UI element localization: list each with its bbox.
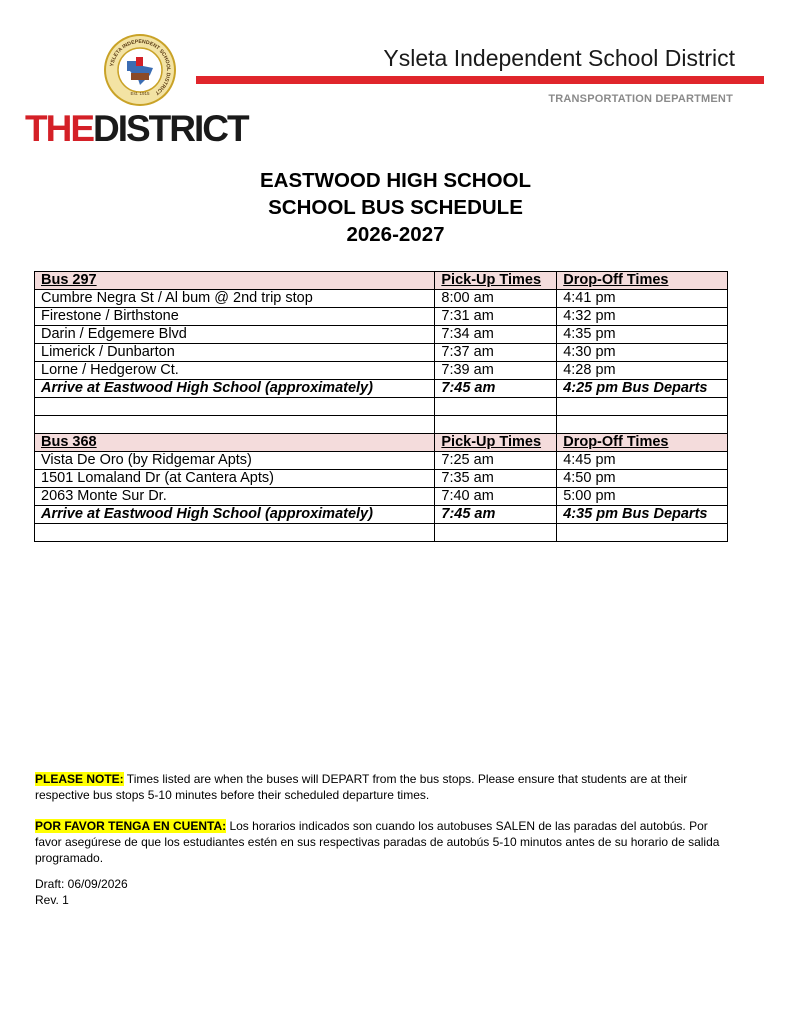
logo-district: DISTRICT <box>93 108 248 149</box>
district-seal-logo <box>103 33 177 107</box>
table-row <box>35 290 728 308</box>
arrival-label: Arrive at Eastwood High School (approximately) <box>35 380 435 398</box>
empty-row <box>35 524 728 542</box>
the-district-logo <box>25 110 248 147</box>
header-red-bar <box>196 76 764 84</box>
table-row <box>35 362 728 380</box>
title-schedule: SCHOOL BUS SCHEDULE <box>268 196 523 219</box>
table-row <box>35 344 728 362</box>
table-row <box>35 452 728 470</box>
seal-est: Est. 1915 <box>130 91 150 96</box>
stop-cell: Cumbre Negra St / Al bum @ 2nd trip stop <box>35 290 435 308</box>
stop-cell: Vista De Oro (by Ridgemar Apts) <box>35 452 435 470</box>
dropoff-header: Drop-Off Times <box>557 272 728 290</box>
arrival-label: Arrive at Eastwood High School (approximately) <box>35 506 435 524</box>
english-note-label: PLEASE NOTE: <box>35 772 124 786</box>
table-row <box>35 326 728 344</box>
empty-row <box>35 398 728 416</box>
title-school: EASTWOOD HIGH SCHOOL <box>259 169 532 192</box>
dropoff-cell: 5:00 pm <box>557 488 728 506</box>
bus-schedule-table <box>34 271 728 542</box>
spanish-note <box>35 818 735 866</box>
pickup-header: Pick-Up Times <box>435 434 557 452</box>
spanish-note-label: POR FAVOR TENGA EN CUENTA: <box>35 819 227 833</box>
title-year: 2026-2027 <box>346 223 445 246</box>
stop-cell: Firestone / Birthstone <box>35 308 435 326</box>
dropoff-cell: 4:30 pm <box>557 344 728 362</box>
pickup-cell: 7:25 am <box>435 452 557 470</box>
dropoff-cell: 4:45 pm <box>557 452 728 470</box>
empty-row <box>35 416 728 434</box>
english-note <box>35 771 735 803</box>
table-header-row <box>35 272 728 290</box>
stop-cell: 1501 Lomaland Dr (at Cantera Apts) <box>35 470 435 488</box>
table-row <box>35 488 728 506</box>
stop-cell: Limerick / Dunbarton <box>35 344 435 362</box>
pickup-cell: 7:37 am <box>435 344 557 362</box>
stop-cell: Darin / Edgemere Blvd <box>35 326 435 344</box>
table-row <box>35 308 728 326</box>
arrival-pickup: 7:45 am <box>435 380 557 398</box>
bus-number-header: Bus 368 <box>35 434 435 452</box>
seal-text: YSLETA INDEPENDENT SCHOOL DISTRICT <box>109 38 172 96</box>
arrival-row <box>35 380 728 398</box>
arrival-pickup: 7:45 am <box>435 506 557 524</box>
pickup-cell: 7:34 am <box>435 326 557 344</box>
pickup-cell: 7:40 am <box>435 488 557 506</box>
arrival-dropoff: 4:25 pm Bus Departs <box>557 380 728 398</box>
arrival-row <box>35 506 728 524</box>
table-header-row <box>35 434 728 452</box>
dropoff-cell: 4:28 pm <box>557 362 728 380</box>
notes-section <box>35 771 735 881</box>
table-row <box>35 470 728 488</box>
pickup-cell: 8:00 am <box>435 290 557 308</box>
pickup-cell: 7:31 am <box>435 308 557 326</box>
arrival-dropoff: 4:35 pm Bus Departs <box>557 506 728 524</box>
dropoff-cell: 4:35 pm <box>557 326 728 344</box>
pickup-cell: 7:39 am <box>435 362 557 380</box>
stop-cell: 2063 Monte Sur Dr. <box>35 488 435 506</box>
pickup-cell: 7:35 am <box>435 470 557 488</box>
department-name: TRANSPORTATION DEPARTMENT <box>548 93 733 105</box>
spanish-note-text: Los horarios indicados son cuando los autobuses SALEN de las paradas del autobús. Por favor asegúrese de que los estudiantes estén en sus respectivas paradas de autobús 5-10 minutos antes de su horario de salida programado. <box>35 819 720 865</box>
logo-the: THE <box>25 108 93 149</box>
stop-cell: Lorne / Hedgerow Ct. <box>35 362 435 380</box>
bus-number-header: Bus 297 <box>35 272 435 290</box>
english-note-text: Times listed are when the buses will DEPART from the bus stops. Please ensure that students are at their respective bus stops 5-10 minutes before their scheduled departure times. <box>35 772 688 802</box>
revision: Rev. 1 <box>35 892 69 907</box>
district-name: Ysleta Independent School District <box>383 45 735 71</box>
draft-date: Draft: 06/09/2026 <box>35 877 128 891</box>
dropoff-cell: 4:41 pm <box>557 290 728 308</box>
document-title <box>0 167 791 248</box>
footer <box>35 877 128 908</box>
dropoff-cell: 4:32 pm <box>557 308 728 326</box>
dropoff-cell: 4:50 pm <box>557 470 728 488</box>
dropoff-header: Drop-Off Times <box>557 434 728 452</box>
pickup-header: Pick-Up Times <box>435 272 557 290</box>
